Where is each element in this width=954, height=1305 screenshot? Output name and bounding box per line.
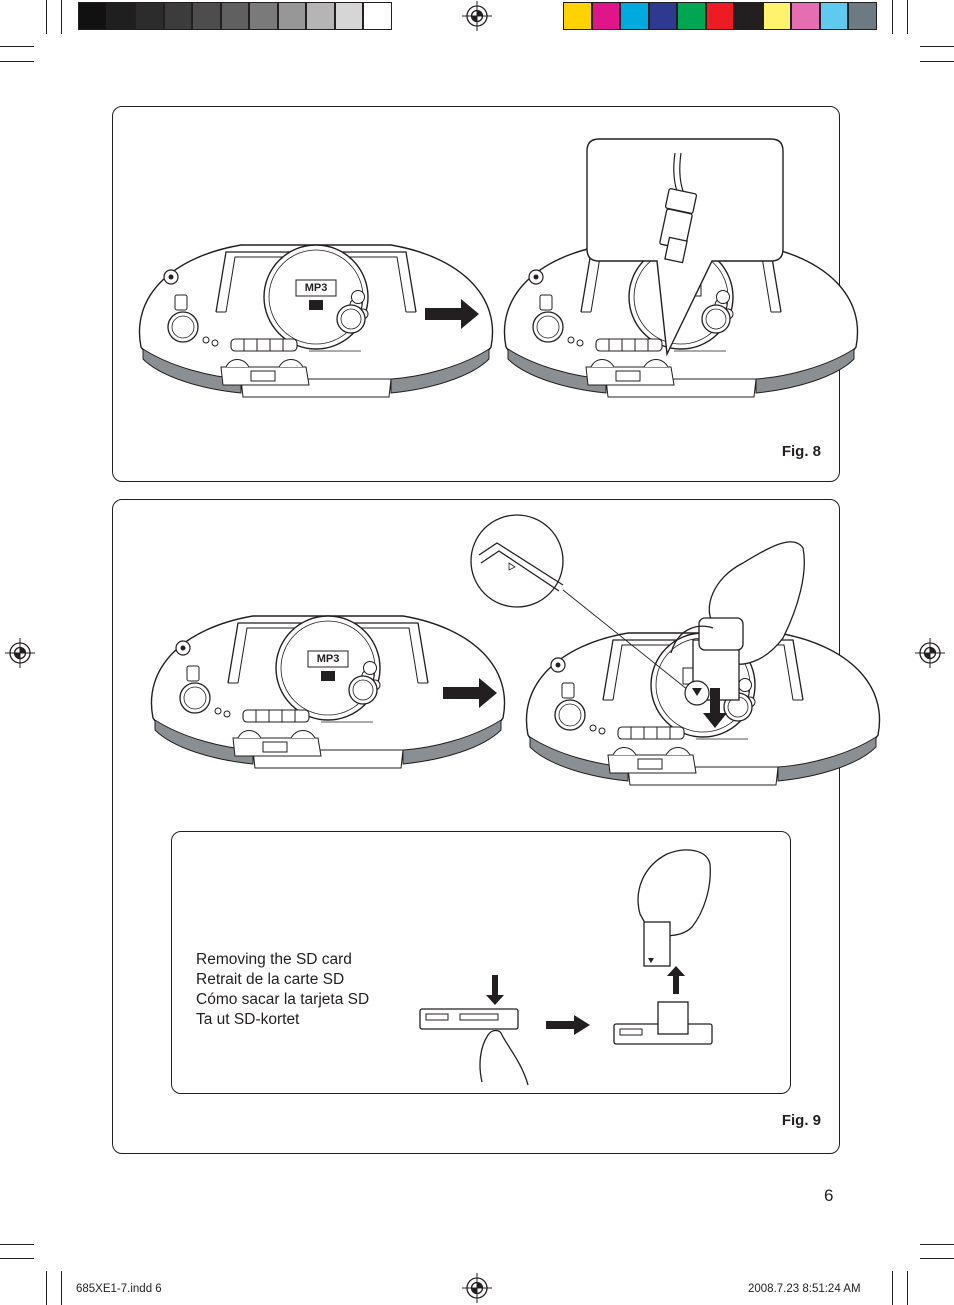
sd-slot-push-illustration — [418, 967, 538, 1087]
sd-slot-eject-illustration — [612, 842, 722, 1052]
color-swatch — [649, 2, 678, 30]
registration-mark-icon — [5, 638, 35, 668]
color-swatch — [592, 2, 621, 30]
sd-removal-caption — [196, 950, 369, 1030]
caption-line-es: Cómo sacar la tarjeta SD — [196, 991, 370, 1008]
usb-callout — [587, 139, 787, 359]
registration-mark-icon — [462, 1, 492, 31]
page-number: 6 — [824, 1186, 834, 1205]
color-swatch — [78, 2, 107, 30]
mp3-badge: MP3 — [304, 282, 328, 294]
color-swatch — [848, 2, 877, 30]
caption-line-fr: Retrait de la carte SD — [196, 971, 345, 988]
hand-icon — [673, 528, 813, 728]
color-swatch — [278, 2, 307, 30]
color-swatch — [192, 2, 221, 30]
figure-8-panel — [112, 106, 840, 482]
color-swatch — [107, 2, 136, 30]
color-swatch — [306, 2, 335, 30]
color-swatch — [763, 2, 792, 30]
slug-timestamp: 2008.7.23 8:51:24 AM — [748, 1283, 861, 1295]
color-swatch — [620, 2, 649, 30]
arrow-down-icon — [486, 975, 504, 1005]
arrow-right-icon — [544, 1015, 594, 1035]
color-swatch — [249, 2, 278, 30]
figure-9-panel — [112, 499, 840, 1154]
caption-line-sv: Ta ut SD-kortet — [196, 1011, 300, 1028]
color-swatch — [734, 2, 763, 30]
figure-label: Fig. 8 — [781, 443, 821, 460]
arrow-up-icon — [667, 966, 685, 994]
registration-mark-icon — [462, 1273, 492, 1303]
arrow-right-icon — [423, 297, 483, 331]
figure-label: Fig. 9 — [781, 1112, 821, 1129]
registration-mark-icon — [915, 638, 945, 668]
color-swatch — [563, 2, 592, 30]
color-swatch — [706, 2, 735, 30]
color-swatch — [335, 2, 364, 30]
color-swatch — [363, 2, 392, 30]
color-swatch — [677, 2, 706, 30]
arrow-right-icon — [441, 676, 501, 710]
color-swatch — [164, 2, 193, 30]
mp3-badge: MP3 — [316, 653, 340, 665]
color-swatch — [135, 2, 164, 30]
caption-line-en: Removing the SD card — [196, 951, 352, 968]
color-swatch — [791, 2, 820, 30]
color-swatch — [820, 2, 849, 30]
sd-removal-box — [171, 831, 791, 1094]
color-swatch — [221, 2, 250, 30]
slug-file: 685XE1-7.indd 6 — [76, 1283, 162, 1295]
